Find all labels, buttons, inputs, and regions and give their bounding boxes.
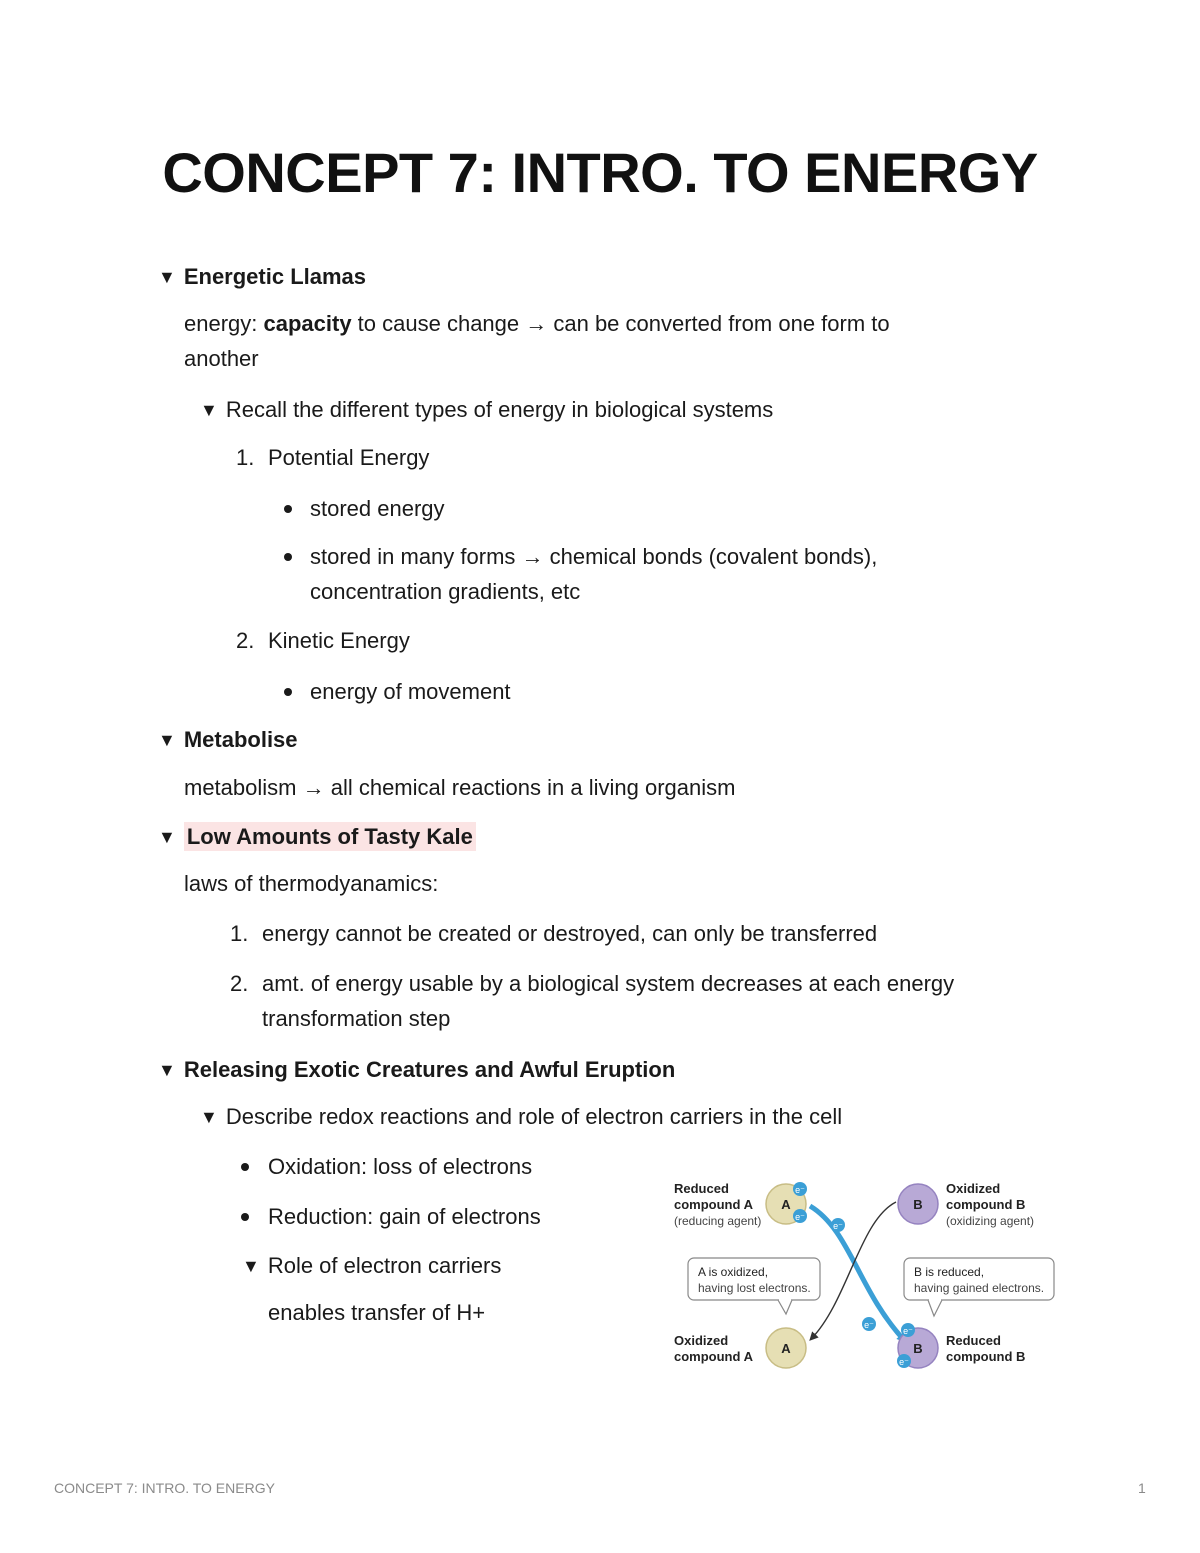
svg-text:e⁻: e⁻ xyxy=(833,1221,843,1231)
list-item-label: Kinetic Energy xyxy=(268,628,410,653)
triangle-down-icon[interactable]: ▼ xyxy=(158,827,176,847)
oxidized-a-label-2: compound A xyxy=(674,1349,753,1364)
definition-rest: to cause change → can be converted from one form to xyxy=(351,311,890,336)
svg-text:e⁻: e⁻ xyxy=(795,1185,805,1195)
callout-b-line-2: having gained electrons. xyxy=(914,1281,1045,1295)
toggle-describe-redox[interactable] xyxy=(200,1099,842,1136)
list-number: 1. xyxy=(236,445,255,470)
callout-b-line-1: B is reduced, xyxy=(914,1265,985,1279)
definition-bold-term: capacity xyxy=(263,311,352,336)
molecule-b-label: B xyxy=(913,1197,923,1212)
list-number: 2. xyxy=(236,628,255,653)
list-item xyxy=(230,916,877,951)
svg-text:e⁻: e⁻ xyxy=(899,1357,909,1367)
reduced-b-label-2: compound B xyxy=(946,1349,1026,1364)
bullet-text-continuation: concentration gradients, etc xyxy=(310,579,581,604)
electron-icon xyxy=(831,1218,845,1232)
page-title: CONCEPT 7: INTRO. TO ENERGY xyxy=(162,141,1038,204)
oxidized-a-label-1: Oxidized xyxy=(674,1333,729,1348)
reduced-a-label-2: compound A xyxy=(674,1197,753,1212)
metabolism-definition: metabolism → all chemical reactions in a living organism xyxy=(184,775,736,800)
electron-icon xyxy=(897,1354,911,1368)
oxidized-b-label-1: Oxidized xyxy=(946,1181,1001,1196)
triangle-down-icon[interactable]: ▼ xyxy=(158,267,176,287)
electron-icon xyxy=(793,1209,807,1223)
bullet-text: energy of movement xyxy=(310,679,511,704)
toggle-low-amounts-tasty-kale[interactable] xyxy=(158,819,476,856)
triangle-down-icon[interactable]: ▼ xyxy=(158,1060,176,1080)
bullet-text: Reduction: gain of electrons xyxy=(268,1204,541,1229)
oxidized-b-label-3: (oxidizing agent) xyxy=(946,1214,1035,1228)
toggle-electron-carriers[interactable] xyxy=(242,1248,501,1285)
triangle-down-icon[interactable]: ▼ xyxy=(200,400,218,420)
electron-transfer-arrow xyxy=(810,1206,904,1340)
list-item xyxy=(230,966,954,1001)
svg-text:e⁻: e⁻ xyxy=(795,1212,805,1222)
definition-prefix: energy: xyxy=(184,311,264,336)
triangle-down-icon[interactable]: ▼ xyxy=(158,730,176,750)
electron-icon xyxy=(901,1323,915,1337)
section-heading: Metabolise xyxy=(183,727,298,752)
reduced-b-label-1: Reduced xyxy=(946,1333,1001,1348)
bullet-icon xyxy=(284,553,292,561)
footer-title: CONCEPT 7: INTRO. TO ENERGY xyxy=(54,1480,275,1496)
redox-diagram xyxy=(660,1170,1070,1385)
energy-definition xyxy=(184,306,890,341)
electron-icon xyxy=(862,1317,876,1331)
bullet-text: stored energy xyxy=(310,496,445,521)
molecule-b-label: B xyxy=(913,1341,923,1356)
triangle-down-icon[interactable]: ▼ xyxy=(242,1256,260,1276)
electron-icon xyxy=(793,1182,807,1196)
molecule-a-label: A xyxy=(781,1341,791,1356)
reduced-a-label-1: Reduced xyxy=(674,1181,729,1196)
triangle-down-icon[interactable]: ▼ xyxy=(200,1107,218,1127)
bullet-icon xyxy=(284,688,292,696)
reduced-a-label-3: (reducing agent) xyxy=(674,1214,762,1228)
list-item xyxy=(236,623,410,658)
toggle-metabolise[interactable] xyxy=(158,722,298,759)
toggle-label: Role of electron carriers xyxy=(267,1253,502,1278)
thermodynamics-intro: laws of thermodyanamics: xyxy=(184,871,439,896)
list-item-label: energy cannot be created or destroyed, can only be transferred xyxy=(262,921,878,946)
svg-text:e⁻: e⁻ xyxy=(903,1326,913,1336)
toggle-label: Describe redox reactions and role of electron carriers in the cell xyxy=(225,1104,843,1129)
bullet-text: Oxidation: loss of electrons xyxy=(268,1154,533,1179)
list-number: 2. xyxy=(230,971,249,996)
bullet-icon xyxy=(241,1163,249,1171)
toggle-releasing-exotic-creatures[interactable] xyxy=(158,1052,675,1089)
section-heading: Releasing Exotic Creatures and Awful Eruption xyxy=(183,1057,676,1082)
carriers-text: enables transfer of H+ xyxy=(268,1300,486,1325)
list-item xyxy=(236,440,429,475)
oxidized-b-label-2: compound B xyxy=(946,1197,1026,1212)
callout-a-line-1: A is oxidized, xyxy=(698,1265,769,1279)
toggle-energetic-llamas[interactable] xyxy=(158,259,366,296)
list-item-label: Potential Energy xyxy=(268,445,430,470)
molecule-a-label: A xyxy=(781,1197,791,1212)
bullet-icon xyxy=(284,505,292,513)
list-item-label: amt. of energy usable by a biological system decreases at each energy xyxy=(262,971,955,996)
list-number: 1. xyxy=(230,921,249,946)
highlighted-section-heading: Low Amounts of Tasty Kale xyxy=(184,822,476,851)
bullet-text: stored in many forms → chemical bonds (covalent bonds), xyxy=(310,544,878,569)
bullet-icon xyxy=(241,1213,249,1221)
svg-text:e⁻: e⁻ xyxy=(864,1320,874,1330)
definition-continuation: another xyxy=(184,346,259,371)
toggle-recall-types[interactable] xyxy=(200,392,773,429)
section-heading: Energetic Llamas xyxy=(183,264,367,289)
toggle-label: Recall the different types of energy in biological systems xyxy=(225,397,774,422)
page-number: 1 xyxy=(1138,1480,1146,1496)
callout-a-line-2: having lost electrons. xyxy=(698,1281,811,1295)
list-item-continuation: transformation step xyxy=(262,1006,451,1031)
